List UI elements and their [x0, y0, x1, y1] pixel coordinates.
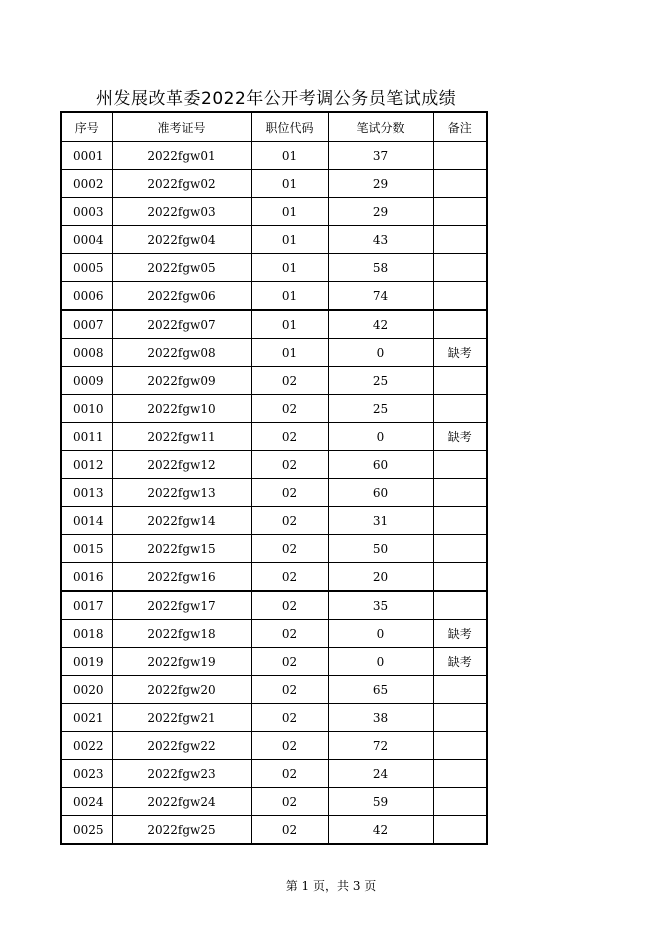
cell-remark — [433, 704, 487, 732]
cell-ticket-number: 2022fgw07 — [112, 310, 251, 339]
cell-seq: 0013 — [61, 479, 112, 507]
cell-written-score: 43 — [328, 226, 433, 254]
table-row — [61, 788, 487, 816]
cell-remark — [433, 788, 487, 816]
table-row — [61, 395, 487, 423]
cell-remark: 缺考 — [433, 423, 487, 451]
table-row — [61, 339, 487, 367]
cell-ticket-number: 2022fgw19 — [112, 648, 251, 676]
cell-seq: 0014 — [61, 507, 112, 535]
cell-written-score: 59 — [328, 788, 433, 816]
cell-remark — [433, 563, 487, 592]
cell-seq: 0006 — [61, 282, 112, 311]
header-ticket-number: 准考证号 — [112, 112, 251, 142]
cell-written-score: 0 — [328, 423, 433, 451]
table-row — [61, 423, 487, 451]
cell-position-code: 02 — [251, 367, 328, 395]
cell-ticket-number: 2022fgw02 — [112, 170, 251, 198]
cell-written-score: 25 — [328, 367, 433, 395]
cell-position-code: 01 — [251, 254, 328, 282]
cell-seq: 0020 — [61, 676, 112, 704]
cell-ticket-number: 2022fgw25 — [112, 816, 251, 845]
cell-remark — [433, 507, 487, 535]
cell-position-code: 02 — [251, 395, 328, 423]
cell-seq: 0018 — [61, 620, 112, 648]
cell-remark — [433, 732, 487, 760]
cell-position-code: 01 — [251, 170, 328, 198]
table-body — [61, 142, 487, 845]
cell-ticket-number: 2022fgw03 — [112, 198, 251, 226]
cell-seq: 0024 — [61, 788, 112, 816]
cell-position-code: 02 — [251, 648, 328, 676]
cell-remark — [433, 816, 487, 845]
table-row — [61, 310, 487, 339]
cell-position-code: 01 — [251, 142, 328, 170]
cell-written-score: 29 — [328, 198, 433, 226]
cell-remark — [433, 254, 487, 282]
cell-position-code: 01 — [251, 339, 328, 367]
cell-seq: 0025 — [61, 816, 112, 845]
cell-written-score: 0 — [328, 648, 433, 676]
table-row — [61, 676, 487, 704]
cell-ticket-number: 2022fgw22 — [112, 732, 251, 760]
table-row — [61, 760, 487, 788]
header-position-code: 职位代码 — [251, 112, 328, 142]
header-remark: 备注 — [433, 112, 487, 142]
cell-seq: 0023 — [61, 760, 112, 788]
table-row — [61, 732, 487, 760]
cell-position-code: 02 — [251, 479, 328, 507]
cell-position-code: 02 — [251, 591, 328, 620]
table-row — [61, 648, 487, 676]
cell-position-code: 02 — [251, 451, 328, 479]
cell-seq: 0015 — [61, 535, 112, 563]
cell-remark — [433, 198, 487, 226]
cell-position-code: 02 — [251, 704, 328, 732]
page-footer: 第 1 页，共 3 页 — [285, 879, 377, 893]
table-row — [61, 142, 487, 170]
cell-position-code: 02 — [251, 760, 328, 788]
cell-ticket-number: 2022fgw18 — [112, 620, 251, 648]
cell-position-code: 02 — [251, 816, 328, 845]
table-row — [61, 507, 487, 535]
cell-written-score: 72 — [328, 732, 433, 760]
cell-seq: 0003 — [61, 198, 112, 226]
cell-remark — [433, 451, 487, 479]
cell-position-code: 02 — [251, 507, 328, 535]
table-row — [61, 535, 487, 563]
cell-remark — [433, 282, 487, 311]
cell-seq: 0001 — [61, 142, 112, 170]
cell-ticket-number: 2022fgw16 — [112, 563, 251, 592]
cell-written-score: 65 — [328, 676, 433, 704]
table-row — [61, 451, 487, 479]
table-row — [61, 479, 487, 507]
table-row — [61, 170, 487, 198]
cell-ticket-number: 2022fgw08 — [112, 339, 251, 367]
cell-written-score: 42 — [328, 310, 433, 339]
cell-position-code: 02 — [251, 676, 328, 704]
cell-remark — [433, 676, 487, 704]
cell-seq: 0005 — [61, 254, 112, 282]
cell-seq: 0004 — [61, 226, 112, 254]
cell-written-score: 25 — [328, 395, 433, 423]
cell-ticket-number: 2022fgw04 — [112, 226, 251, 254]
cell-position-code: 01 — [251, 226, 328, 254]
cell-remark — [433, 535, 487, 563]
cell-seq: 0010 — [61, 395, 112, 423]
cell-written-score: 60 — [328, 451, 433, 479]
cell-ticket-number: 2022fgw20 — [112, 676, 251, 704]
cell-position-code: 02 — [251, 732, 328, 760]
cell-written-score: 38 — [328, 704, 433, 732]
table-row — [61, 226, 487, 254]
header-written-score: 笔试分数 — [328, 112, 433, 142]
header-seq: 序号 — [61, 112, 112, 142]
cell-ticket-number: 2022fgw24 — [112, 788, 251, 816]
cell-remark: 缺考 — [433, 339, 487, 367]
cell-written-score: 35 — [328, 591, 433, 620]
cell-remark — [433, 226, 487, 254]
cell-seq: 0011 — [61, 423, 112, 451]
cell-ticket-number: 2022fgw09 — [112, 367, 251, 395]
page-title: 州发展改革委2022年公开考调公务员笔试成绩 — [96, 89, 457, 109]
cell-written-score: 20 — [328, 563, 433, 592]
cell-seq: 0017 — [61, 591, 112, 620]
cell-position-code: 02 — [251, 788, 328, 816]
table-header-row — [61, 112, 487, 142]
cell-remark — [433, 367, 487, 395]
cell-written-score: 0 — [328, 620, 433, 648]
cell-ticket-number: 2022fgw23 — [112, 760, 251, 788]
cell-seq: 0009 — [61, 367, 112, 395]
cell-seq: 0012 — [61, 451, 112, 479]
cell-position-code: 02 — [251, 620, 328, 648]
cell-ticket-number: 2022fgw14 — [112, 507, 251, 535]
table-row — [61, 704, 487, 732]
cell-written-score: 74 — [328, 282, 433, 311]
cell-seq: 0007 — [61, 310, 112, 339]
cell-remark — [433, 310, 487, 339]
cell-ticket-number: 2022fgw13 — [112, 479, 251, 507]
score-table — [60, 111, 488, 845]
cell-ticket-number: 2022fgw11 — [112, 423, 251, 451]
cell-remark: 缺考 — [433, 620, 487, 648]
cell-written-score: 60 — [328, 479, 433, 507]
cell-position-code: 02 — [251, 423, 328, 451]
table-row — [61, 367, 487, 395]
table-row — [61, 591, 487, 620]
cell-ticket-number: 2022fgw05 — [112, 254, 251, 282]
cell-written-score: 31 — [328, 507, 433, 535]
cell-ticket-number: 2022fgw17 — [112, 591, 251, 620]
cell-ticket-number: 2022fgw01 — [112, 142, 251, 170]
cell-written-score: 24 — [328, 760, 433, 788]
cell-position-code: 01 — [251, 310, 328, 339]
cell-seq: 0016 — [61, 563, 112, 592]
cell-seq: 0022 — [61, 732, 112, 760]
cell-written-score: 29 — [328, 170, 433, 198]
cell-written-score: 37 — [328, 142, 433, 170]
cell-ticket-number: 2022fgw21 — [112, 704, 251, 732]
cell-seq: 0019 — [61, 648, 112, 676]
table-row — [61, 198, 487, 226]
cell-written-score: 42 — [328, 816, 433, 845]
cell-seq: 0002 — [61, 170, 112, 198]
cell-remark: 缺考 — [433, 648, 487, 676]
cell-written-score: 50 — [328, 535, 433, 563]
table-row — [61, 620, 487, 648]
cell-remark — [433, 591, 487, 620]
cell-remark — [433, 142, 487, 170]
cell-position-code: 01 — [251, 282, 328, 311]
cell-position-code: 02 — [251, 563, 328, 592]
table-row — [61, 563, 487, 592]
table-row — [61, 254, 487, 282]
cell-seq: 0021 — [61, 704, 112, 732]
cell-position-code: 02 — [251, 535, 328, 563]
cell-ticket-number: 2022fgw06 — [112, 282, 251, 311]
cell-remark — [433, 170, 487, 198]
cell-remark — [433, 395, 487, 423]
cell-seq: 0008 — [61, 339, 112, 367]
table-row — [61, 816, 487, 845]
cell-position-code: 01 — [251, 198, 328, 226]
cell-ticket-number: 2022fgw12 — [112, 451, 251, 479]
cell-remark — [433, 479, 487, 507]
table-row — [61, 282, 487, 311]
cell-written-score: 0 — [328, 339, 433, 367]
cell-ticket-number: 2022fgw15 — [112, 535, 251, 563]
cell-ticket-number: 2022fgw10 — [112, 395, 251, 423]
cell-written-score: 58 — [328, 254, 433, 282]
cell-remark — [433, 760, 487, 788]
